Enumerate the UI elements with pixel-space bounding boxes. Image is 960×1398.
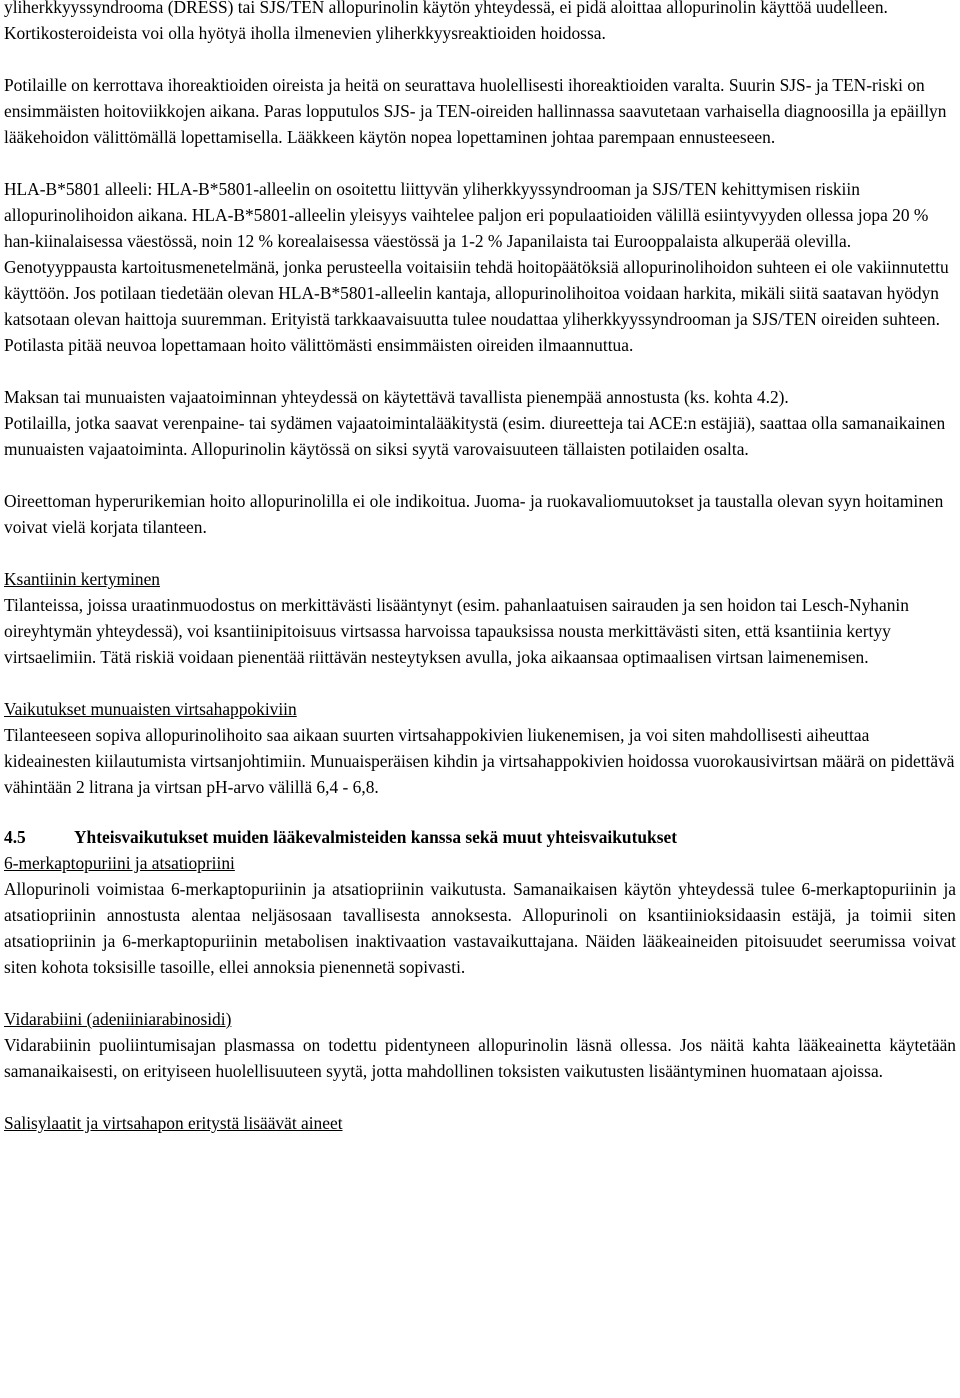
paragraph-hepatic-renal-dosing: Maksan tai munuaisten vajaatoiminnan yhteydessä on käytettävä tavallista pienempää annostusta (ks. kohta 4.2). bbox=[4, 387, 789, 407]
paragraph-skin-reaction-monitoring: Potilaille on kerrottava ihoreaktioiden oireista ja heitä on seurattava huolellisesti ihoreaktioiden varalta. Suurin SJS- ja TEN-riski on ensimmäisten hoitoviikkojen aikana. Paras lopputulos SJS- ja TEN-oireiden hallinnassa saavutetaan varhaisella diagnoosilla ja epäillyn lääkehoidon välittömällä lopettamisella. Lääkkeen käytön nopea lopettaminen johtaa parempaan ennusteeseen. bbox=[4, 75, 947, 147]
section-heading-4-5 bbox=[4, 824, 956, 850]
subheading-vidarabine: Vidarabiini (adeniiniarabinosidi) bbox=[4, 1009, 232, 1029]
subheading-xanthine-deposition: Ksantiinin kertyminen bbox=[4, 569, 161, 589]
subheading-mercaptopurine: 6-merkaptopuriini ja atsatiopriini bbox=[4, 853, 235, 873]
subheading-salicylates: Salisylaatit ja virtsahapon eritystä lisäävät aineet bbox=[4, 1113, 343, 1133]
paragraph-uric-acid-stones: Tilanteeseen sopiva allopurinolihoito saa aikaan suurten virtsahappokivien liukenemisen, ja voi siten mahdollisesti aiheuttaa kideainesten kiilautumista virtsanjohtimiin. Munuaisperäisen kihdin ja virtsahappokivien hoidossa vuorokausivirtsan määrä on pidettävä vähintään 2 litrana ja virtsan pH-arvo välillä 6,4 - 6,8. bbox=[4, 725, 955, 797]
paragraph-mercaptopurine: Allopurinoli voimistaa 6-merkaptopuriinin ja atsatiopriinin vaikutusta. Samanaikaisen käytön yhteydessä tulee 6-merkaptopuriinin ja atsatiopriinin annostusta alentaa neljäsosaan tavallisesta annoksesta. Allopurinoli on ksantiinioksidaasin estäjä, ja toimii siten atsatiopriinin ja 6-merkaptopuriinin metabolisen inaktivaation vastavaikuttajana. Näiden lääkeaineiden pitoisuudet seerumissa voivat siten kohota toksisille tasoille, ellei annoksia pienennetä sopivasti. bbox=[4, 879, 956, 977]
paragraph-asymptomatic-hyperuricemia: Oireettoman hyperurikemian hoito allopurinolilla ei ole indikoitua. Juoma- ja ruokavaliomuutokset ja taustalla olevan syyn hoitaminen voivat vielä korjata tilanteen. bbox=[4, 491, 944, 537]
paragraph-vidarabine: Vidarabiinin puoliintumisajan plasmassa on todettu pidentyneen allopurinolin läsnä ollessa. Jos näitä kahta lääkeainetta käytetään samanaikaisesti, on erityiseen huolellisuuteen syytä, jotta mahdollinen toksisten vaikutusten lisääntyminen huomataan ajoissa. bbox=[4, 1035, 956, 1081]
paragraph-xanthine-deposition: Tilanteissa, joissa uraatinmuodostus on merkittävästi lisääntynyt (esim. pahanlaatuisen sairauden ja sen hoidon tai Lesch-Nyhanin oireyhtymän yhteydessä), voi ksantiinipitoisuus virtsassa harvoissa tapauksissa nousta merkittävästi siten, että ksantiinia kertyy virtsaelimiin. Tätä riskiä voidaan pienentää riittävän nesteytyksen avulla, joka aikaansaa optimaalisen virtsan laimenemisen. bbox=[4, 595, 909, 667]
paragraph-antihypertensive-patients: Potilailla, jotka saavat verenpaine- tai sydämen vajaatoimintalääkitystä (esim. diureetteja tai ACE:n estäjiä), saattaa olla samanaikainen munuaisten vajaatoiminta. Allopurinolin käytössä on siksi syytä varovaisuuteen tällaisten potilaiden osalta. bbox=[4, 413, 946, 459]
section-number: 4.5 bbox=[4, 827, 26, 847]
section-title: Yhteisvaikutukset muiden lääkevalmisteiden kanssa sekä muut yhteisvaikutukset bbox=[74, 827, 677, 847]
paragraph-hla-b5801: HLA-B*5801 alleeli: HLA-B*5801-alleelin on osoitettu liittyvän yliherkkyyssyndrooman ja SJS/TEN kehittymisen riskiin allopurinolihoidon aikana. HLA-B*5801-alleelin yleisyys vaihtelee paljon eri populaatioiden välillä esiintyvyyden ollessa jopa 20 % han-kiinalaisessa väestössä, noin 12 % korealaisessa väestössä ja 1-2 % Japanilaista tai Eurooppalaista alkuperää olevilla. Genotyyppausta kartoitusmenetelmänä, jonka perusteella voitaisiin tehdä hoitopäätöksiä allopurinolihoidon suhteen ei ole vakiinnutettu käyttöön. Jos potilaan tiedetään olevan HLA-B*5801-alleelin kantaja, allopurinolihoitoa voidaan harkita, mikäli siitä saatavan hyödyn katsotaan olevan haittoja suuremman. Erityistä tarkkaavaisuutta tulee noudattaa yliherkkyyssyndrooman ja SJS/TEN oireiden suhteen. Potilasta pitää neuvoa lopettamaan hoito välittömästi ensimmäisten oireiden ilmaannuttua. bbox=[4, 179, 949, 355]
paragraph-dress-warning: yliherkkyyssyndrooma (DRESS) tai SJS/TEN allopurinolin käytön yhteydessä, ei pidä aloittaa allopurinolin käyttöä uudelleen. Kortikosteroideista voi olla hyötyä iholla ilmenevien yliherkkyysreaktioiden hoidossa. bbox=[4, 0, 888, 43]
subheading-uric-acid-stones: Vaikutukset munuaisten virtsahappokiviin bbox=[4, 699, 297, 719]
